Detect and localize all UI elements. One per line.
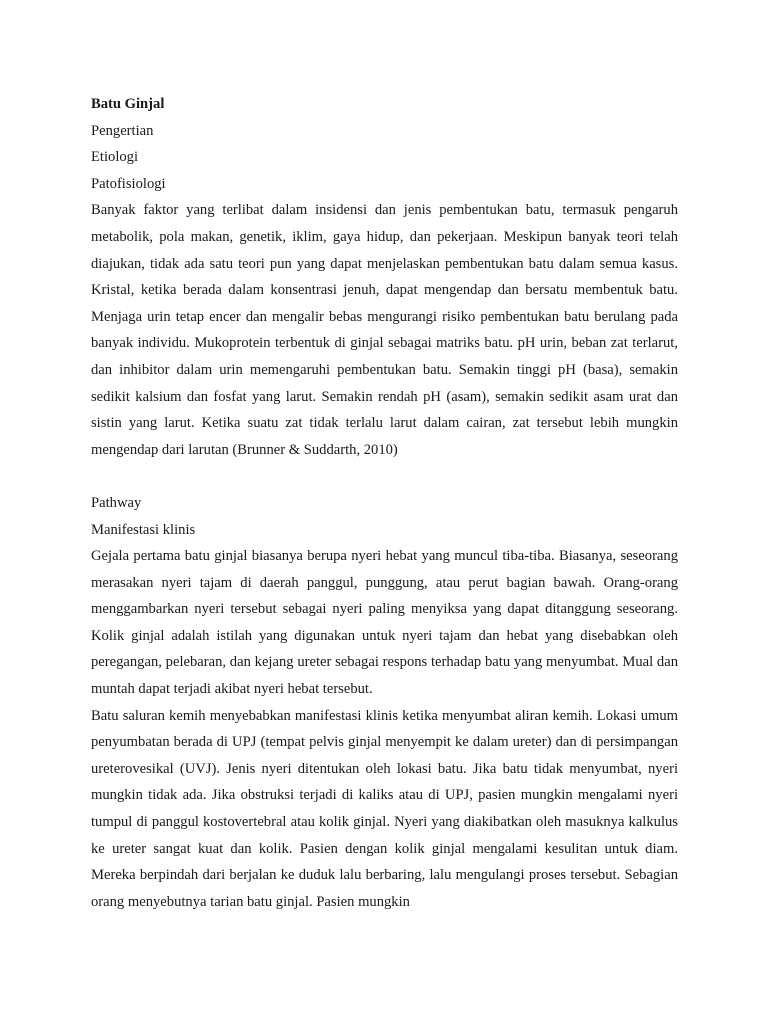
heading-patofisiologi: Patofisiologi (91, 175, 166, 192)
patofisiologi-paragraph: Banyak faktor yang terlibat dalam insidensi dan jenis pembentukan batu, termasuk pengaruh metabolik, pola makan, genetik, iklim, gaya hidup, dan pekerjaan. Meskipun banyak teori telah diajukan, tidak ada satu teori pun yang dapat menjelaskan pembentukan batu dalam semua kasus. Kristal, ketika berada dalam konsentrasi jenuh, dapat mengendap dan bersatu membentuk batu. Menjaga urin tetap encer dan mengalir bebas mengurangi risiko pembentukan batu berulang pada banyak individu. Mukoprotein terbentuk di ginjal sebagai matriks batu. pH urin, beban zat terlarut, dan inhibitor dalam urin memengaruhi pembentukan batu. Semakin tinggi pH (basa), semakin sedikit kalsium dan fosfat yang larut. Semakin rendah pH (asam), semakin sedikit asam urat dan sistin yang larut. Ketika suatu zat tidak terlalu larut dalam cairan, zat tersebut lebih mungkin mengendap dari larutan (Brunner & Suddarth, 2010) (91, 202, 678, 458)
manifestasi-paragraph-2: Batu saluran kemih menyebabkan manifestasi klinis ketika menyumbat aliran kemih. Lokasi umum penyumbatan berada di UPJ (tempat pelvis ginjal menyempit ke dalam ureter) dan di persimpangan ureterovesikal (UVJ). Jenis nyeri ditentukan oleh lokasi batu. Jika batu tidak menyumbat, nyeri mungkin tidak ada. Jika obstruksi terjadi di kaliks atau di UPJ, pasien mungkin mengalami nyeri tumpul di panggul kostovertebral atau kolik ginjal. Nyeri yang diakibatkan oleh masuknya kalkulus ke ureter sangat kuat dan kolik. Pasien dengan kolik ginjal mengalami kesulitan untuk diam. Mereka berpindah dari berjalan ke duduk lalu berbaring, lalu mengulangi proses tersebut. Sebagian orang menyebutnya tarian batu ginjal. Pasien mungkin (91, 707, 678, 910)
heading-pengertian: Pengertian (91, 122, 154, 139)
document-page (91, 91, 678, 915)
document-title: Batu Ginjal (91, 96, 165, 112)
section-spacer (91, 463, 678, 490)
heading-manifestasi-klinis: Manifestasi klinis (91, 521, 196, 538)
heading-pathway: Pathway (91, 494, 142, 511)
heading-etiologi: Etiologi (91, 149, 139, 166)
manifestasi-paragraph-1: Gejala pertama batu ginjal biasanya berupa nyeri hebat yang muncul tiba-tiba. Biasanya, seseorang merasakan nyeri tajam di daerah panggul, punggung, atau perut bagian bawah. Orang-orang menggambarkan nyeri tersebut sebagai nyeri paling menyiksa yang dapat ditanggung seseorang. Kolik ginjal adalah istilah yang digunakan untuk nyeri tajam dan hebat yang disebabkan oleh peregangan, pelebaran, dan kejang ureter sebagai respons terhadap batu yang menyumbat. Mual dan muntah dapat terjadi akibat nyeri hebat tersebut. (91, 548, 678, 698)
